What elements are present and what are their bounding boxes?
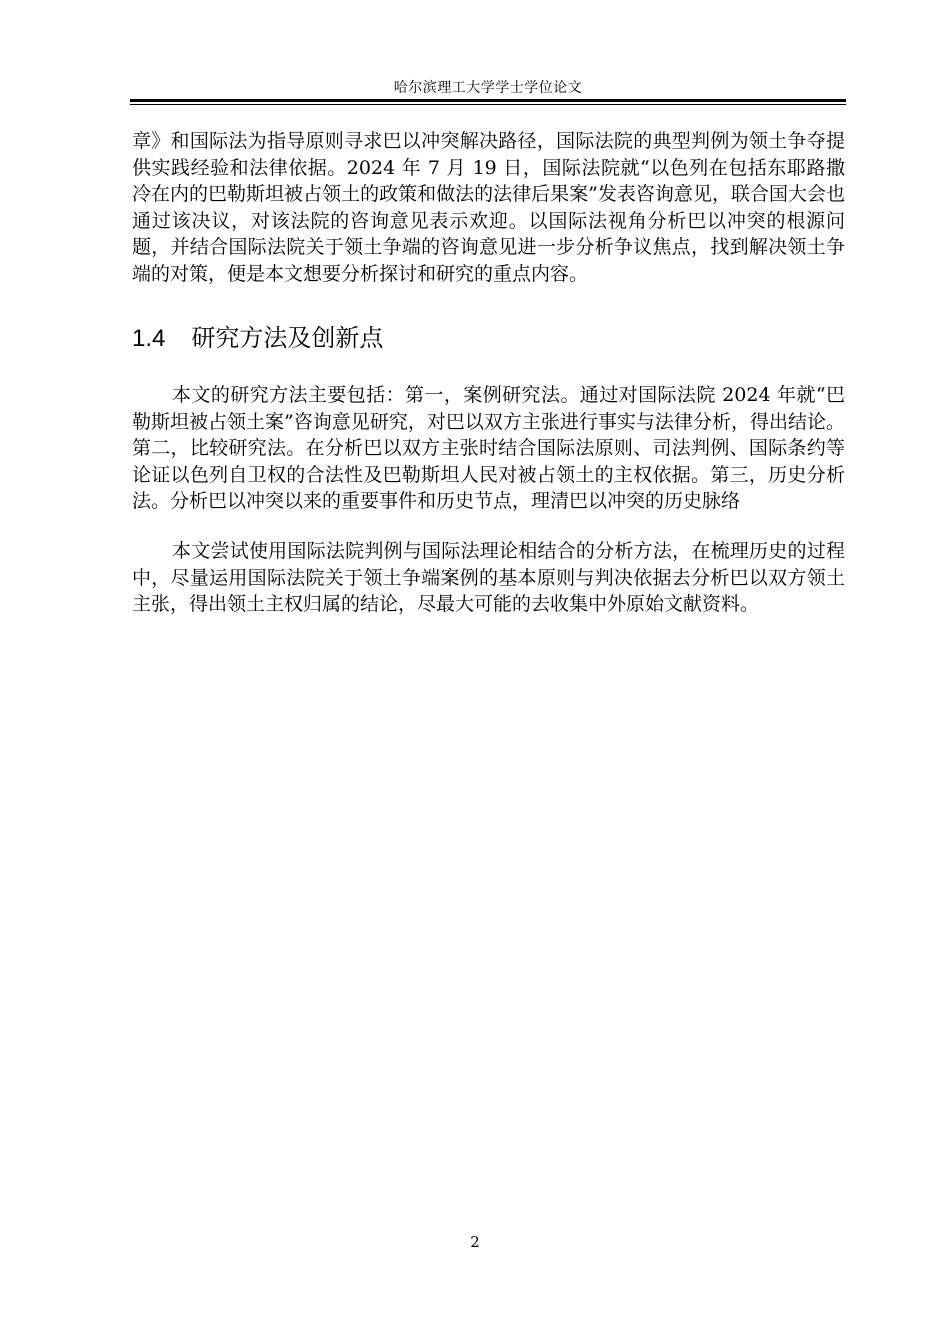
page-number: 2 bbox=[470, 1233, 480, 1251]
header-rule-thin bbox=[130, 104, 846, 105]
header-rule-thick bbox=[130, 99, 846, 102]
section-heading bbox=[132, 318, 845, 359]
paragraph-intro-continued: 章》和国际法为指导原则寻求巴以冲突解决路径，国际法院的典型判例为领土争夺提供实践经验和法律依据。2024 年 7 月 19 日，国际法院就“以色列在包括东耶路撒冷在内的巴勒斯坦被占领土的政策和做法的法律后果案”发表咨询意见，联合国大会也通过该决议，对该法院的咨询意见表示欢迎。以国际法视角分析巴以冲突的根源问题，并结合国际法院关于领土争端的咨询意见进一步分析争议焦点，找到解决领土争端的对策，便是本文想要分析探讨和研究的重点内容。 bbox=[132, 130, 845, 285]
section-title: 研究方法及创新点 bbox=[191, 324, 384, 352]
running-header: 哈尔滨理工大学学士学位论文 bbox=[393, 80, 583, 96]
section-number: 1.4 bbox=[132, 325, 166, 352]
paragraph-innovation: 本文尝试使用国际法院判例与国际法理论相结合的分析方法，在梳理历史的过程中，尽量运用国际法院关于领土争端案例的基本原则与判决依据去分析巴以双方领土主张，得出领土主权归属的结论，尽最大可能的去收集中外原始文献资料。 bbox=[132, 540, 845, 615]
paragraph-research-methods: 本文的研究方法主要包括：第一，案例研究法。通过对国际法院 2024 年就“巴勒斯坦被占领土案”咨询意见研究，对巴以双方主张进行事实与法律分析，得出结论。第二，比较研究法。在分析巴以双方主张时结合国际法原则、司法判例、国际条约等论证以色列自卫权的合法性及巴勒斯坦人民对被占领土的主权依据。第三，历史分析法。分析巴以冲突以来的重要事件和历史节点，理清巴以冲突的历史脉络 bbox=[132, 384, 845, 512]
